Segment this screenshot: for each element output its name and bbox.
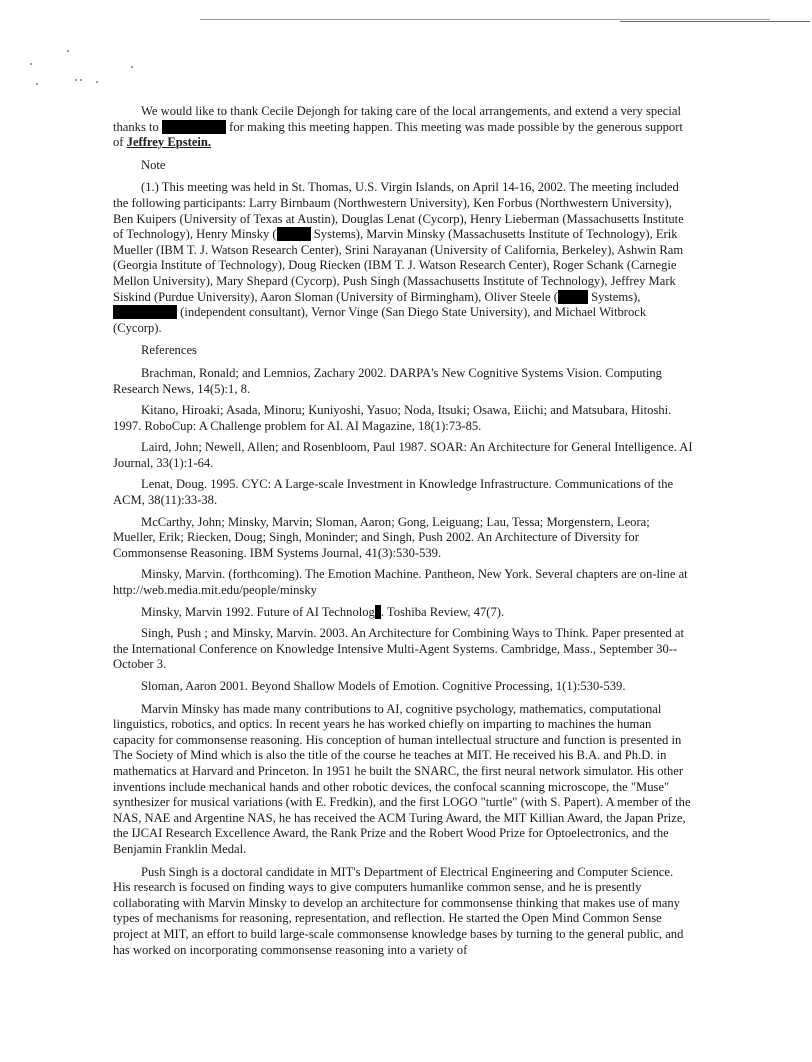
- reference-item: Kitano, Hiroaki; Asada, Minoru; Kuniyoshi, Yasuo; Noda, Itsuki; Osawa, Eiichi; and Matsubara, Hitoshi. 1997. RoboCup: A Challenge problem for AI. AI Magazine, 18(1):73-85.: [113, 403, 672, 433]
- scan-speck: [67, 50, 69, 52]
- note-text-1: (1.) This meeting was held in St. Thomas, U.S. Virgin Islands, on April 14-16, 2002. The meeting included the following participants: Larry Birnbaum (Northwestern University), Ken Forbus (Northwestern University), Ben Kuipers (University of Texas at Austin), Douglas Lenat (Cycorp), Henry Lieberman (Massachusetts Institute of Technology), Henry Minsky (: [113, 180, 684, 242]
- redaction-box: [558, 290, 588, 304]
- sponsor-link[interactable]: Jeffrey Epstein.: [126, 135, 212, 150]
- reference-item: Laird, John; Newell, Allen; and Rosenbloom, Paul 1987. SOAR: An Architecture for General Intelligence. AI Journal, 33(1):1-64.: [113, 440, 693, 470]
- acknowledgements-paragraph: [113, 104, 693, 151]
- scan-line-top: [200, 19, 770, 20]
- ack-text-1: We would like to thank Cecile Dejongh for taking care of the local arrangements, and extend a very special thanks to: [113, 104, 681, 134]
- note-text-2: Systems), Marvin Minsky (Massachusetts Institute of Technology), Erik Mueller (IBM T. J. Watson Research Center), Srini Narayanan (University of California, Berkeley), Ashwin Ram (Georgia Institute of Technology), Doug Riecken (IBM T. J. Watson Research Center), Roger Schank (Carnegie Mellon University), Mary Shepard (Cycorp), Push Singh (Massachusetts Institute of Technology), Jeffrey Mark Siskind (Purdue University), Aaron Sloman (University of Birmingham), Oliver Steele (: [113, 227, 684, 304]
- reference-item: McCarthy, John; Minsky, Marvin; Sloman, Aaron; Gong, Leiguang; Lau, Tessa; Morgenstern, Leora; Mueller, Erik; Riecken, Doug; Singh, Moninder; and Singh, Push 2002. An Architecture of Diversity for Commonsense Reasoning. IBM Systems Journal, 41(3):530-539.: [113, 514, 650, 560]
- reference-item: Brachman, Ronald; and Lemnios, Zachary 2002. DARPA's New Cognitive Systems Vision. Computing Research News, 14(5):1, 8.: [113, 365, 662, 396]
- reference-item: Minsky, Marvin. (forthcoming). The Emotion Machine. Pantheon, New York. Several chapters are on-line at http://web.media.mit.edu/people/minsky: [113, 567, 688, 598]
- scan-line-top-dark: [620, 21, 810, 22]
- scan-speck: [30, 63, 32, 65]
- reference-item-future-of-ai: [113, 605, 693, 621]
- bio-paragraph-singh: Push Singh is a doctoral candidate in MIT's Department of Electrical Engineering and Computer Science. His research is focused on finding ways to give computers humanlike common sense, and he is presently collaborating with Marvin Minsky to develop an architecture for commonsense thinking that makes use of many types of mechanisms for reasoning, representation, and reflection. He started the Open Mind Common Sense project at MIT, an effort to build large-scale commonsense knowledge bases by turning to the general public, and has worked on incorporating commonsense reasoning into a variety of: [113, 864, 684, 957]
- reference-item: Lenat, Doug. 1995. CYC: A Large-scale Investment in Knowledge Infrastructure. Communications of the ACM, 38(11):33-38.: [113, 477, 674, 508]
- note-text-3: Systems),: [591, 289, 641, 304]
- references-heading: References: [141, 343, 197, 358]
- redaction-box: [162, 120, 226, 134]
- bio-paragraph-minsky: Marvin Minsky has made many contributions to AI, cognitive psychology, mathematics, computational linguistics, robotics, and optics. In recent years he has worked chiefly on imparting to machines the human capacity for commonsense reasoning. His conception of human intellectual structure and function is presented in The Society of Mind which is also the title of the course he teaches at MIT. He received his B.A. and Ph.D. in mathematics at Harvard and Princeton. In 1951 he built the SNARC, the first neural network simulator. His other inventions include mechanical hands and other robotic devices, the confocal scanning microscope, the "Muse" synthesizer for musical variations (with E. Fredkin), and the first LOGO "turtle" (with S. Papert). A member of the NAS, NAE and Argentine NAS, he has received the ACM Turing Award, the MIT Killian Award, the Japan Prize, the IJCAI Research Excellence Award, the Rank Prize and the Robert Wood Prize for Optoelectronics, and the Benjamin Franklin Medal.: [113, 701, 691, 856]
- note-heading: Note: [141, 157, 166, 172]
- redaction-box: [277, 227, 311, 241]
- scan-speck: [80, 79, 82, 81]
- reference-item: Singh, Push ; and Minsky, Marvin. 2003. An Architecture for Combining Ways to Think. Paper presented at the International Conference on Knowledge Intensive Multi-Agent Systems. Cambridge, Mass., September 30--October 3.: [113, 626, 685, 672]
- scan-speck: [131, 66, 133, 68]
- note-paragraph: [113, 180, 693, 336]
- note-text-4: (independent consultant), Vernor Vinge (San Diego State University), and Michael Witbrock (Cycorp).: [113, 305, 647, 335]
- scan-speck: [75, 79, 77, 81]
- scan-speck: [96, 81, 98, 83]
- redaction-box: [113, 305, 177, 319]
- reference-text-a: Minsky, Marvin 1992. Future of AI Technolog: [141, 604, 375, 619]
- reference-item: Sloman, Aaron 2001. Beyond Shallow Models of Emotion. Cognitive Processing, 1(1):530-539.: [141, 679, 626, 693]
- document-body: [113, 104, 693, 958]
- ack-text-2: for making this meeting happen. This meeting was made possible by the generous support of: [113, 119, 683, 150]
- reference-text-b: . Toshiba Review, 47(7).: [380, 604, 505, 619]
- scan-speck: [36, 83, 38, 85]
